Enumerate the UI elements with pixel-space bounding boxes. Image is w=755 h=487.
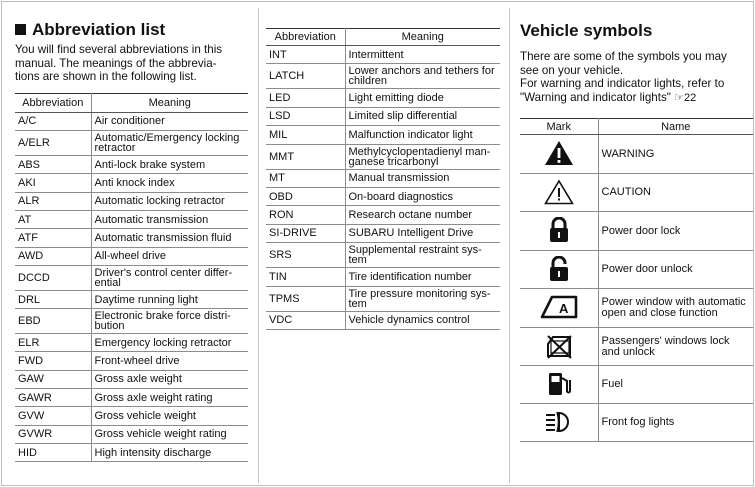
meaning-cell — [91, 192, 248, 210]
caution-triangle-outline-icon — [544, 179, 574, 207]
meaning-line: Automatic transmission fluid — [94, 231, 232, 244]
intro-line — [520, 91, 752, 106]
table-row — [15, 156, 248, 174]
meaning-cell — [91, 334, 248, 352]
meaning-line: ganese tricarbonyl — [348, 155, 439, 168]
mark-cell — [520, 135, 598, 174]
abbreviation-cell: ATF — [15, 229, 91, 247]
meaning-cell — [345, 64, 500, 89]
column-header-meaning: Meaning — [91, 93, 248, 112]
abbreviation-cell: FWD — [15, 352, 91, 370]
meaning-cell — [91, 389, 248, 407]
abbreviation-cell: DRL — [15, 290, 91, 308]
table-row — [15, 370, 248, 388]
meaning-cell — [91, 156, 248, 174]
symbol-row — [520, 366, 753, 404]
meaning-line: Daytime running light — [94, 293, 198, 306]
abbreviation-cell: LED — [266, 89, 345, 107]
symbol-name-cell — [598, 174, 753, 212]
abbreviation-cell: GAW — [15, 370, 91, 388]
mark-cell — [520, 289, 598, 328]
abbreviation-cell: OBD — [266, 187, 345, 205]
symbol-name-cell — [598, 135, 753, 174]
meaning-line: All-wheel drive — [94, 250, 167, 263]
symbol-name-cell — [598, 251, 753, 289]
meaning-line: Driver's control center differ- — [94, 266, 233, 279]
meaning-line: Automatic/Emergency locking — [94, 132, 240, 145]
page-reference[interactable] — [674, 92, 696, 104]
table-row — [266, 46, 500, 64]
abbreviation-cell: AT — [15, 210, 91, 228]
table-row — [266, 64, 500, 89]
meaning-cell — [345, 187, 500, 205]
abbreviation-cell: A/C — [15, 112, 91, 130]
mark-cell — [520, 174, 598, 212]
meaning-line: High intensity discharge — [94, 446, 212, 459]
meaning-line: Methylcyclopentadienyl man- — [348, 145, 491, 158]
column-header-name: Name — [598, 119, 753, 135]
abbreviation-cell: LATCH — [266, 64, 345, 89]
intro-line-text: "Warning and indicator lights" — [520, 90, 671, 104]
section-title-text: Abbreviation list — [32, 20, 166, 39]
meaning-line: Gross vehicle weight — [94, 409, 196, 422]
meaning-cell — [91, 174, 248, 192]
abbreviation-cell: MMT — [266, 144, 345, 169]
table-row — [15, 407, 248, 425]
table-row — [266, 144, 500, 169]
meaning-cell — [91, 290, 248, 308]
abbreviation-cell: HID — [15, 443, 91, 461]
table-row — [266, 107, 500, 125]
abbreviation-cell: RON — [266, 206, 345, 224]
abbreviation-cell: GVWR — [15, 425, 91, 443]
abbreviation-cell: AKI — [15, 174, 91, 192]
mark-cell — [520, 404, 598, 442]
mark-cell — [520, 212, 598, 251]
meaning-cell — [91, 229, 248, 247]
table-row — [266, 311, 500, 329]
meaning-cell — [91, 370, 248, 388]
intro-line: tions are shown in the following list. — [15, 70, 197, 84]
symbol-name-line: Front fog lights — [601, 416, 675, 429]
mark-cell — [520, 366, 598, 404]
table-row — [15, 352, 248, 370]
table-row — [15, 192, 248, 210]
meaning-line: Anti-lock brake system — [94, 158, 206, 171]
abbreviation-table — [15, 93, 248, 462]
table-row — [266, 268, 500, 286]
meaning-cell — [91, 112, 248, 130]
meaning-cell — [91, 425, 248, 443]
table-row — [15, 112, 248, 130]
symbol-row — [520, 212, 753, 251]
fuel-pump-icon — [547, 371, 571, 399]
abbreviation-cell: ABS — [15, 156, 91, 174]
meaning-line: Light emitting diode — [348, 92, 444, 105]
meaning-cell — [91, 247, 248, 265]
abbreviation-cell: DCCD — [15, 265, 91, 290]
abbreviation-cell: SI-DRIVE — [266, 224, 345, 242]
table-row — [266, 89, 500, 107]
meaning-cell — [345, 46, 500, 64]
table-row — [15, 425, 248, 443]
meaning-line: bution — [94, 320, 125, 333]
meaning-line: Research octane number — [348, 209, 473, 222]
front-fog-light-icon — [544, 410, 574, 436]
symbol-name-cell — [598, 289, 753, 328]
abbreviation-cell: TIN — [266, 268, 345, 286]
meaning-line: Anti knock index — [94, 177, 175, 190]
table-row — [15, 247, 248, 265]
meaning-cell — [91, 352, 248, 370]
symbol-name-line: Passengers' windows lock — [601, 334, 730, 347]
symbol-name-cell — [598, 404, 753, 442]
meaning-line: On-board diagnostics — [348, 190, 454, 203]
window-lock-crossed-icon — [545, 332, 573, 362]
symbol-name-cell — [598, 366, 753, 404]
intro-paragraph — [15, 43, 248, 84]
padlock-open-icon — [548, 256, 570, 284]
symbol-row — [520, 289, 753, 328]
warning-triangle-filled-icon — [544, 140, 574, 168]
symbol-name-line: Power door lock — [601, 224, 681, 237]
column-header-meaning: Meaning — [345, 29, 500, 46]
meaning-cell — [345, 286, 500, 311]
meaning-cell — [345, 89, 500, 107]
table-row — [15, 334, 248, 352]
meaning-cell — [345, 224, 500, 242]
book-icon: ☞ — [674, 91, 684, 104]
meaning-line: Malfunction indicator light — [348, 128, 473, 141]
abbreviation-cell: MT — [266, 169, 345, 187]
mark-cell — [520, 251, 598, 289]
symbol-row — [520, 174, 753, 212]
abbreviation-cell: AWD — [15, 247, 91, 265]
meaning-cell — [345, 107, 500, 125]
abbreviation-cell: ALR — [15, 192, 91, 210]
mark-cell — [520, 328, 598, 366]
meaning-line: Automatic transmission — [94, 213, 209, 226]
intro-line: You will find several abbreviations in this — [15, 43, 223, 56]
intro-line: manual. The meanings of the abbrevia- — [15, 56, 217, 70]
meaning-cell — [345, 243, 500, 268]
table-row — [15, 309, 248, 334]
meaning-line: Supplemental restraint sys- — [348, 244, 482, 257]
table-row — [266, 187, 500, 205]
meaning-line: Gross axle weight rating — [94, 391, 213, 404]
table-row — [15, 229, 248, 247]
table-row — [15, 389, 248, 407]
symbol-name-cell — [598, 328, 753, 366]
table-row — [15, 174, 248, 192]
meaning-line: Tire identification number — [348, 270, 472, 283]
table-row — [266, 169, 500, 187]
table-row — [15, 443, 248, 461]
abbreviation-cell: GVW — [15, 407, 91, 425]
column-divider — [509, 8, 510, 483]
section-title: Vehicle symbols — [520, 21, 653, 40]
symbol-row — [520, 328, 753, 366]
column-header-abbreviation: Abbreviation — [266, 29, 345, 46]
meaning-line: Tire pressure monitoring sys- — [348, 287, 491, 300]
intro-line: There are some of the symbols you may — [520, 50, 727, 63]
symbol-name-line: CAUTION — [601, 186, 651, 199]
meaning-line: Intermittent — [348, 48, 404, 61]
meaning-line: tem — [348, 297, 367, 310]
abbreviation-cell: EBD — [15, 309, 91, 334]
meaning-line: retractor — [94, 142, 136, 155]
meaning-line: Emergency locking retractor — [94, 336, 232, 349]
table-row — [15, 210, 248, 228]
meaning-cell — [91, 407, 248, 425]
meaning-cell — [345, 144, 500, 169]
symbol-name-line: Power door unlock — [601, 263, 693, 276]
square-bullet-icon — [15, 24, 26, 35]
meaning-cell — [345, 268, 500, 286]
abbreviation-cell: GAWR — [15, 389, 91, 407]
abbreviation-list-section — [15, 0, 248, 462]
meaning-line: Front-wheel drive — [94, 355, 180, 368]
meaning-cell — [91, 309, 248, 334]
section-title — [15, 20, 248, 40]
meaning-cell — [91, 443, 248, 461]
meaning-line: Limited slip differential — [348, 110, 458, 123]
abbreviation-cell: INT — [266, 46, 345, 64]
table-row — [266, 224, 500, 242]
meaning-line: tem — [348, 254, 367, 267]
meaning-cell — [91, 265, 248, 290]
meaning-line: Electronic brake force distri- — [94, 310, 231, 323]
intro-line: For warning and indicator lights, refer to — [520, 77, 725, 91]
meaning-line: Gross axle weight — [94, 373, 182, 386]
symbol-name-line: WARNING — [601, 147, 655, 160]
meaning-line: ential — [94, 276, 121, 289]
meaning-line: Lower anchors and tethers for — [348, 65, 495, 78]
meaning-line: Vehicle dynamics control — [348, 314, 470, 327]
meaning-cell — [345, 169, 500, 187]
symbol-row — [520, 251, 753, 289]
page-reference-number: 22 — [683, 91, 697, 104]
symbol-name-line: and unlock — [601, 345, 655, 358]
meaning-line: Automatic locking retractor — [94, 195, 225, 208]
table-row — [15, 265, 248, 290]
meaning-cell — [345, 206, 500, 224]
meaning-line: children — [348, 75, 388, 88]
intro-paragraph — [520, 50, 752, 105]
symbol-row — [520, 135, 753, 174]
abbreviation-cell: VDC — [266, 311, 345, 329]
window-auto-a-icon — [540, 295, 578, 321]
meaning-line: Air conditioner — [94, 115, 165, 128]
symbol-row — [520, 404, 753, 442]
padlock-closed-icon — [548, 217, 570, 245]
vehicle-symbols-table — [520, 118, 753, 442]
table-row — [266, 243, 500, 268]
abbreviation-cell: A/ELR — [15, 131, 91, 156]
abbreviation-table-continued — [266, 28, 500, 330]
table-row — [266, 286, 500, 311]
symbol-name-line: Power window with automatic — [601, 296, 746, 309]
symbol-name-line: open and close function — [601, 307, 718, 320]
symbol-name-line: Fuel — [601, 378, 623, 391]
column-divider — [258, 8, 259, 483]
svg-text:A: A — [558, 301, 569, 317]
intro-line: see on your vehicle. — [520, 63, 624, 77]
table-row — [266, 126, 500, 144]
column-header-mark: Mark — [520, 119, 598, 135]
meaning-line: SUBARU Intelligent Drive — [348, 227, 474, 240]
column-header-abbreviation: Abbreviation — [15, 93, 91, 112]
abbreviation-cell: ELR — [15, 334, 91, 352]
meaning-cell — [91, 131, 248, 156]
meaning-cell — [91, 210, 248, 228]
meaning-line: Manual transmission — [348, 172, 450, 185]
vehicle-symbols-section — [520, 0, 752, 442]
table-row — [15, 290, 248, 308]
abbreviation-cell: MIL — [266, 126, 345, 144]
table-row — [266, 206, 500, 224]
abbreviation-list-continued — [266, 0, 500, 330]
symbol-name-cell — [598, 212, 753, 251]
meaning-cell — [345, 126, 500, 144]
meaning-cell — [345, 311, 500, 329]
abbreviation-cell: LSD — [266, 107, 345, 125]
table-row — [15, 131, 248, 156]
abbreviation-cell: TPMS — [266, 286, 345, 311]
meaning-line: Gross vehicle weight rating — [94, 428, 227, 441]
abbreviation-cell: SRS — [266, 243, 345, 268]
